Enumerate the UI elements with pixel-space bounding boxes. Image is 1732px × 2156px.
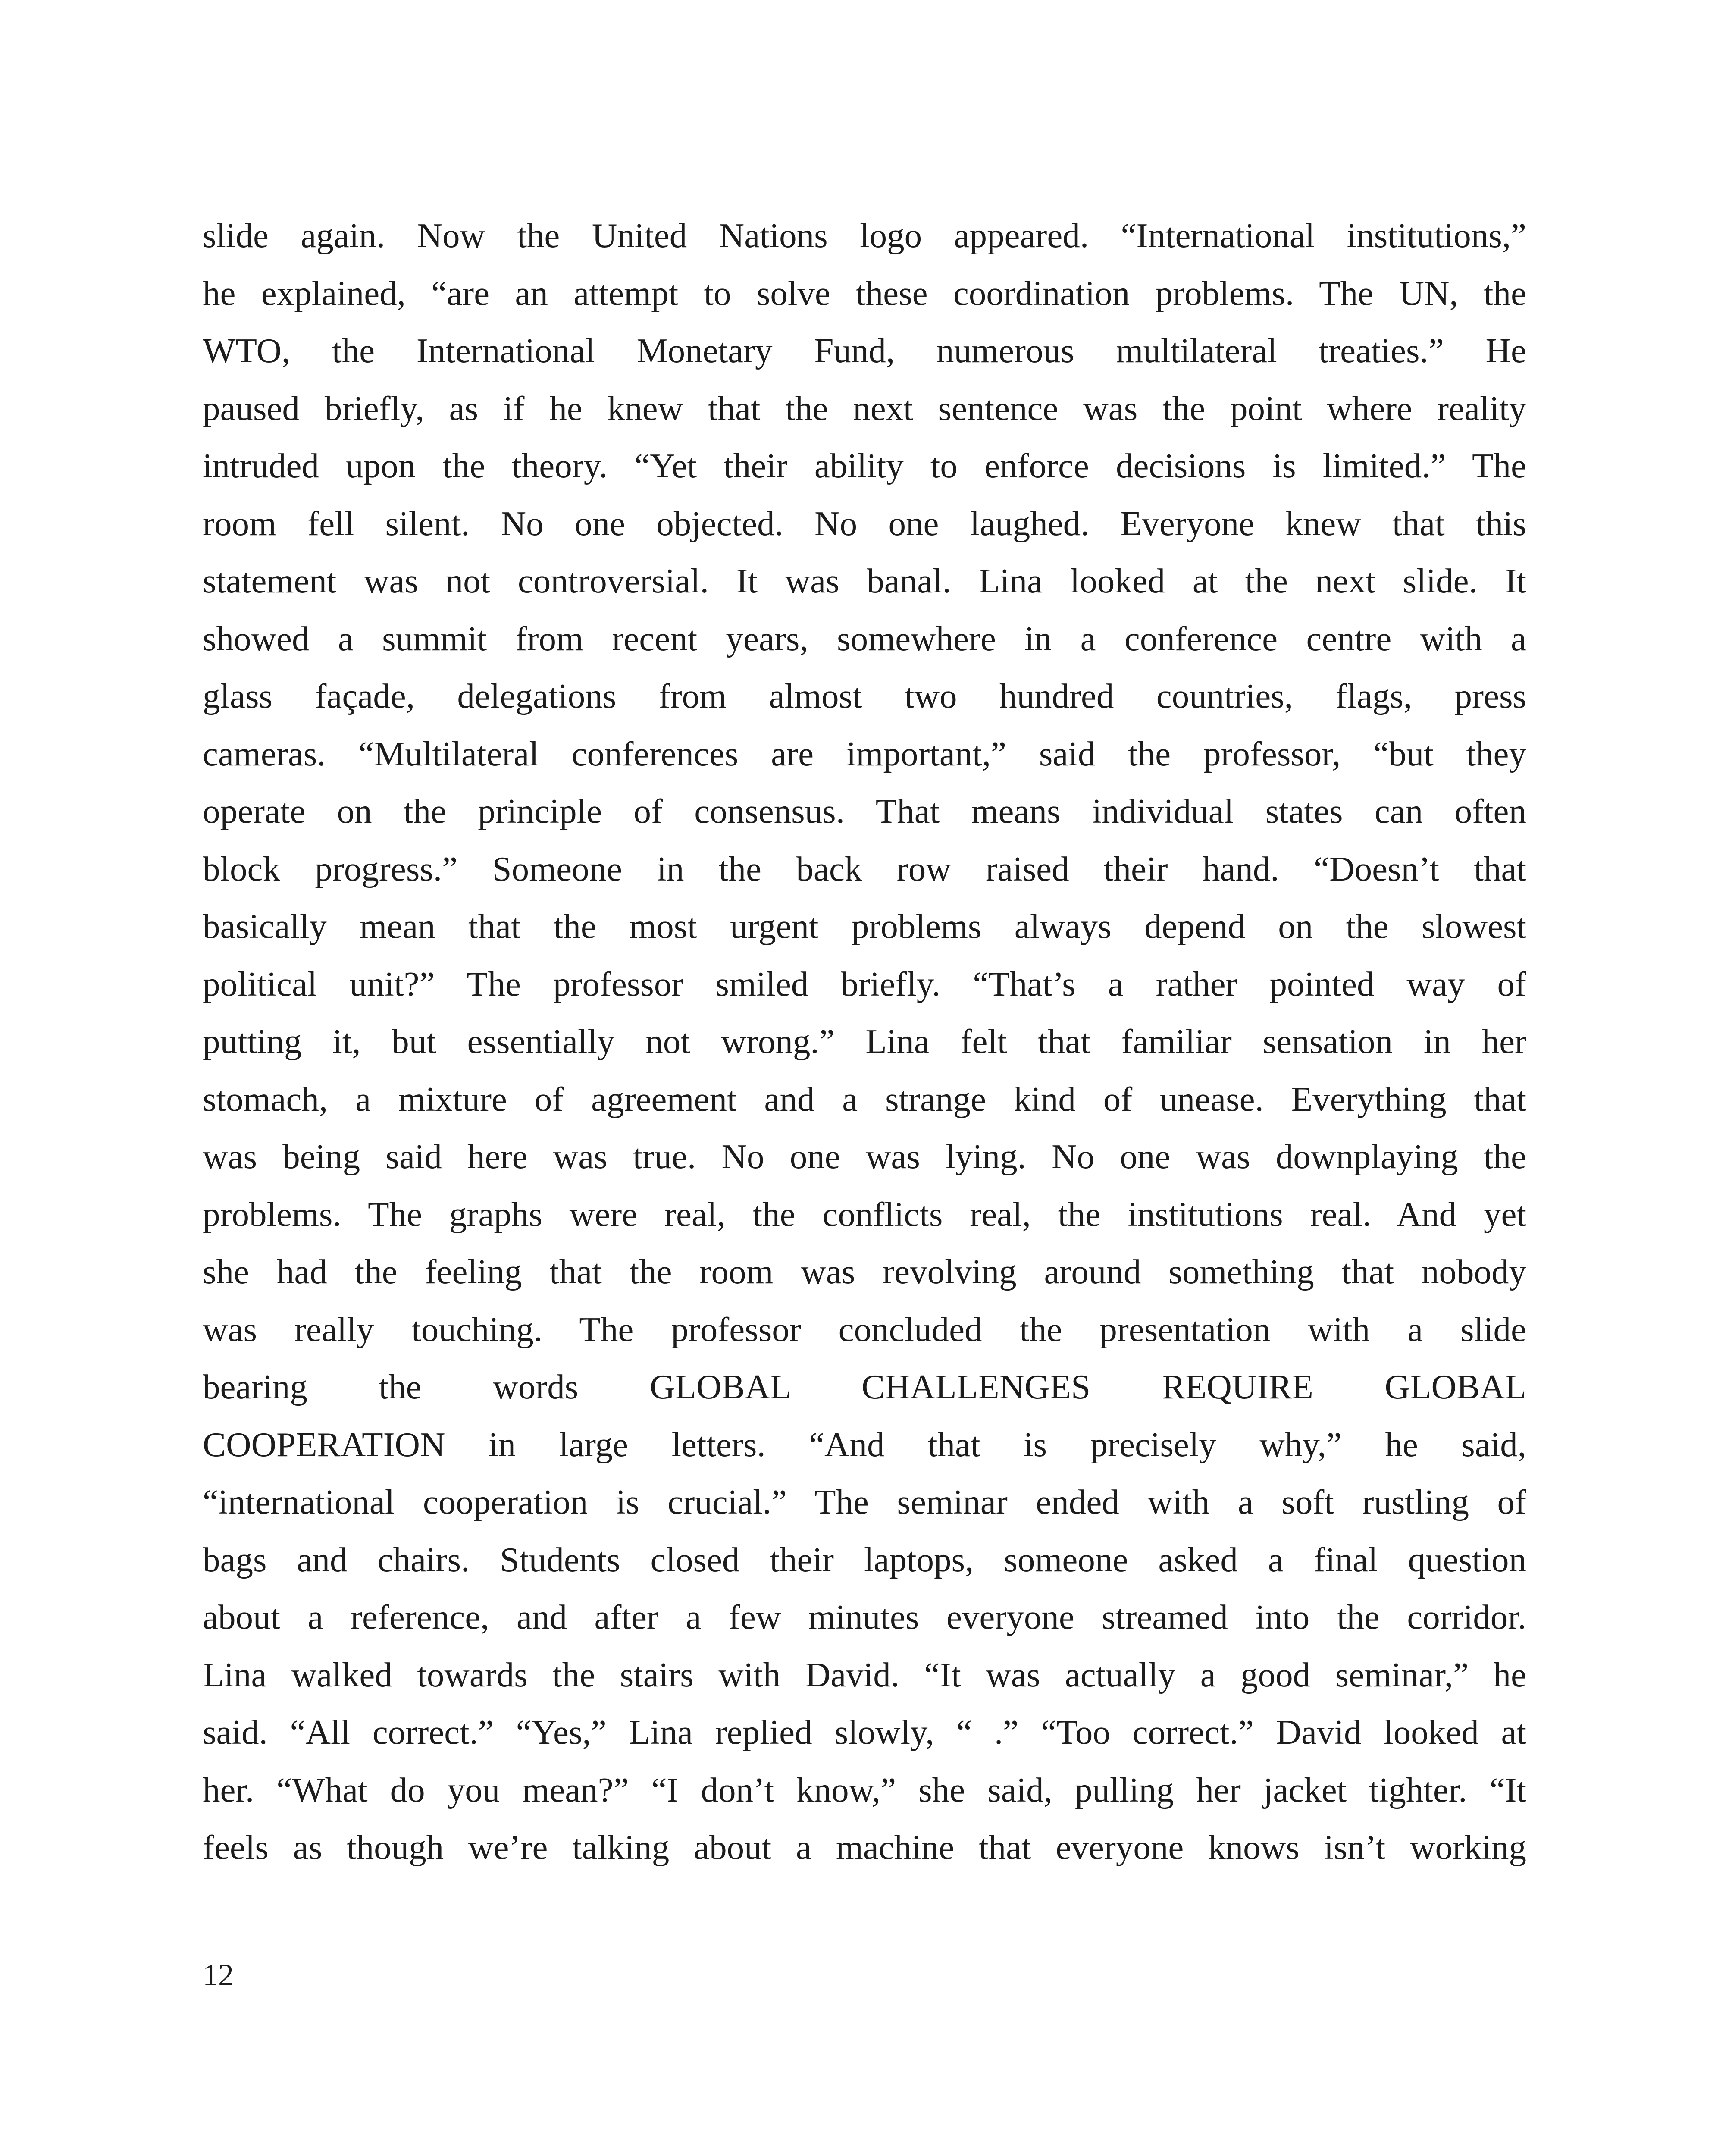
text-line: political unit?” The professor smiled briefly. “That’s a rather pointed way of: [203, 964, 1526, 1003]
text-line: bags and chairs. Students closed their laptops, someone asked a final question: [203, 1540, 1526, 1579]
text-line: he explained, “are an attempt to solve these coordination problems. The UN, the: [203, 273, 1526, 313]
text-line: was really touching. The professor concluded the presentation with a slide: [203, 1310, 1526, 1349]
text-line: paused briefly, as if he knew that the next sentence was the point where reality: [203, 389, 1526, 428]
text-line: was being said here was true. No one was lying. No one was downplaying the: [203, 1137, 1526, 1176]
body-paragraph: [203, 207, 1526, 1877]
text-line: COOPERATION in large letters. “And that is precisely why,” he said,: [203, 1425, 1526, 1464]
text-line: stomach, a mixture of agreement and a strange kind of unease. Everything that: [203, 1079, 1526, 1119]
page-number: 12: [203, 1958, 234, 1992]
text-line: slide again. Now the United Nations logo appeared. “International institutions,”: [203, 216, 1526, 255]
text-line: problems. The graphs were real, the conflicts real, the institutions real. And yet: [203, 1194, 1526, 1234]
text-line: about a reference, and after a few minutes everyone streamed into the corridor.: [203, 1598, 1526, 1636]
text-line: intruded upon the theory. “Yet their ability to enforce decisions is limited.” The: [203, 446, 1526, 485]
text-line: glass façade, delegations from almost two hundred countries, flags, press: [203, 677, 1526, 715]
text-line: said. “All correct.” “Yes,” Lina replied slowly, “ .” “Too correct.” David looked at: [203, 1713, 1526, 1752]
text-line: operate on the principle of consensus. That means individual states can often: [203, 792, 1526, 830]
text-line: WTO, the International Monetary Fund, numerous multilateral treaties.” He: [203, 331, 1526, 370]
text-line: room fell silent. No one objected. No one laughed. Everyone knew that this: [203, 504, 1526, 543]
text-line: “international cooperation is crucial.” The seminar ended with a soft rustling of: [203, 1482, 1526, 1521]
text-line: putting it, but essentially not wrong.” Lina felt that familiar sensation in her: [203, 1022, 1526, 1061]
text-line: cameras. “Multilateral conferences are important,” said the professor, “but they: [203, 734, 1526, 773]
text-line: basically mean that the most urgent problems always depend on the slowest: [203, 907, 1526, 946]
text-line: bearing the words GLOBAL CHALLENGES REQUIRE GLOBAL: [203, 1367, 1526, 1406]
text-line: feels as though we’re talking about a machine that everyone knows isn’t working: [203, 1828, 1526, 1867]
text-line: statement was not controversial. It was banal. Lina looked at the next slide. It: [203, 561, 1526, 600]
text-line: showed a summit from recent years, somewhere in a conference centre with a: [203, 619, 1526, 658]
text-line: her. “What do you mean?” “I don’t know,” she said, pulling her jacket tighter. “It: [203, 1770, 1526, 1809]
text-line: she had the feeling that the room was revolving around something that nobody: [203, 1252, 1526, 1291]
text-line: block progress.” Someone in the back row raised their hand. “Doesn’t that: [203, 849, 1526, 888]
text-line: Lina walked towards the stairs with David. “It was actually a good seminar,” he: [203, 1655, 1526, 1694]
